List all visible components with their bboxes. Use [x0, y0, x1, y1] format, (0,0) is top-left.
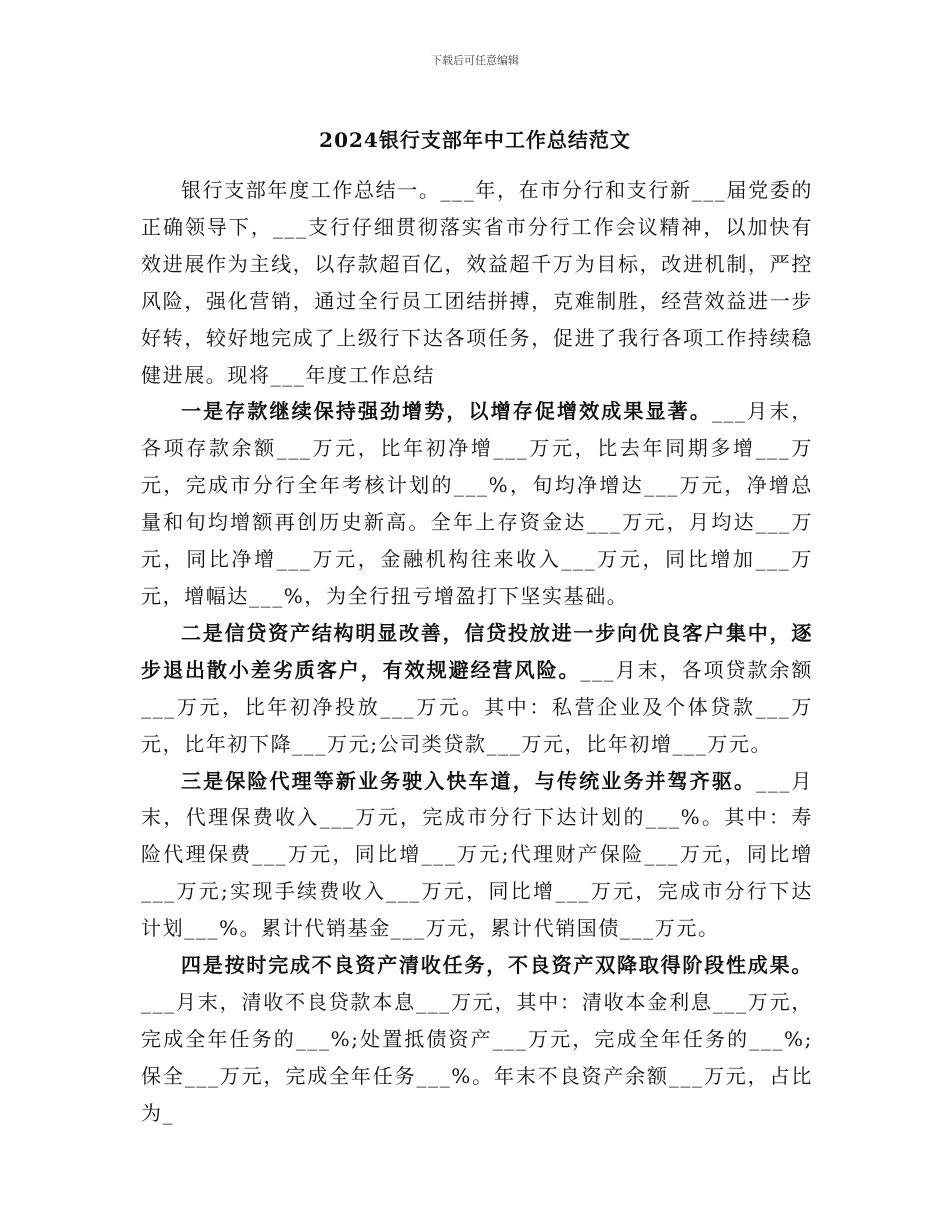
paragraph-text: ___月末，各项贷款余额___万元，比年初净投放___万元。其中：私营企业及个体贷款___万元，比年初下降___万元;公司类贷款___万元，比年初增___万元。	[141, 657, 814, 756]
paragraph-credit	[141, 615, 813, 763]
paragraph-lead: 三是保险代理等新业务驶入快车道，与传统业务并驾齐驱。	[181, 768, 757, 793]
paragraph-deposits	[141, 393, 813, 614]
paragraph-text: ___月末，各项存款余额___万元，比年初净增___万元，比去年同期多增___万元，完成市分行全年考核计划的___%，旬均净增达___万元，净增总量和旬均增额再创历史新高。全年上存资金达___万元，月均达___万元，同比净增___万元，金融机构往来收入___万元，同比增加___万元，增幅达___%，为全行扭亏增盈打下坚实基础。	[141, 399, 813, 608]
paragraph-bad-assets	[141, 947, 813, 1132]
paragraph-text: 银行支部年度工作总结一。___年，在市分行和支行新___届党委的正确领导下，___支行仔细贯彻落实省市分行工作会议精神，以加快有效进展作为主线，以存款超百亿，效益超千万为目标，改进机制，严控风险，强化营销，通过全行员工团结拼搏，克难制胜，经营效益进一步好转，较好地完成了上级行下达各项任务，促进了我行各项工作持续稳健进展。现将___年度工作总结	[141, 178, 813, 387]
paragraph-lead: 四是按时完成不良资产清收任务，不良资产双降取得阶段性成果。	[181, 953, 813, 978]
document-title: 2024银行支部年中工作总结范文	[319, 128, 631, 152]
paragraph-insurance	[141, 763, 813, 948]
paragraph-intro	[141, 172, 813, 393]
paragraph-text: ___月末，清收不良贷款本息___万元，其中：清收本金利息___万元，完成全年任务的___%;处置抵债资产___万元，完成全年任务的___%;保全___万元，完成全年任务___%。年末不良资产余额___万元，占比为_	[141, 989, 813, 1125]
paragraph-lead: 二是信贷资产结构明显改善，信贷投放进一步向优良客户集中，逐步退出散小差劣质客户，有效规避经营风险。	[141, 620, 813, 682]
document-body	[141, 172, 813, 1132]
paragraph-lead: 一是存款继续保持强劲增势，以增存促增效成果显著。	[181, 399, 712, 424]
page-header: 下载后可任意编辑	[431, 54, 519, 67]
paragraph-text: ___月末，代理保费收入___万元，完成市分行下达计划的___%。其中：寿险代理保费___万元，同比增___万元;代理财产保险___万元，同比增___万元;实现手续费收入___万元，同比增___万元，完成市分行下达计划___%。累计代销基金___万元，累计代销国债___万元。	[141, 768, 813, 941]
